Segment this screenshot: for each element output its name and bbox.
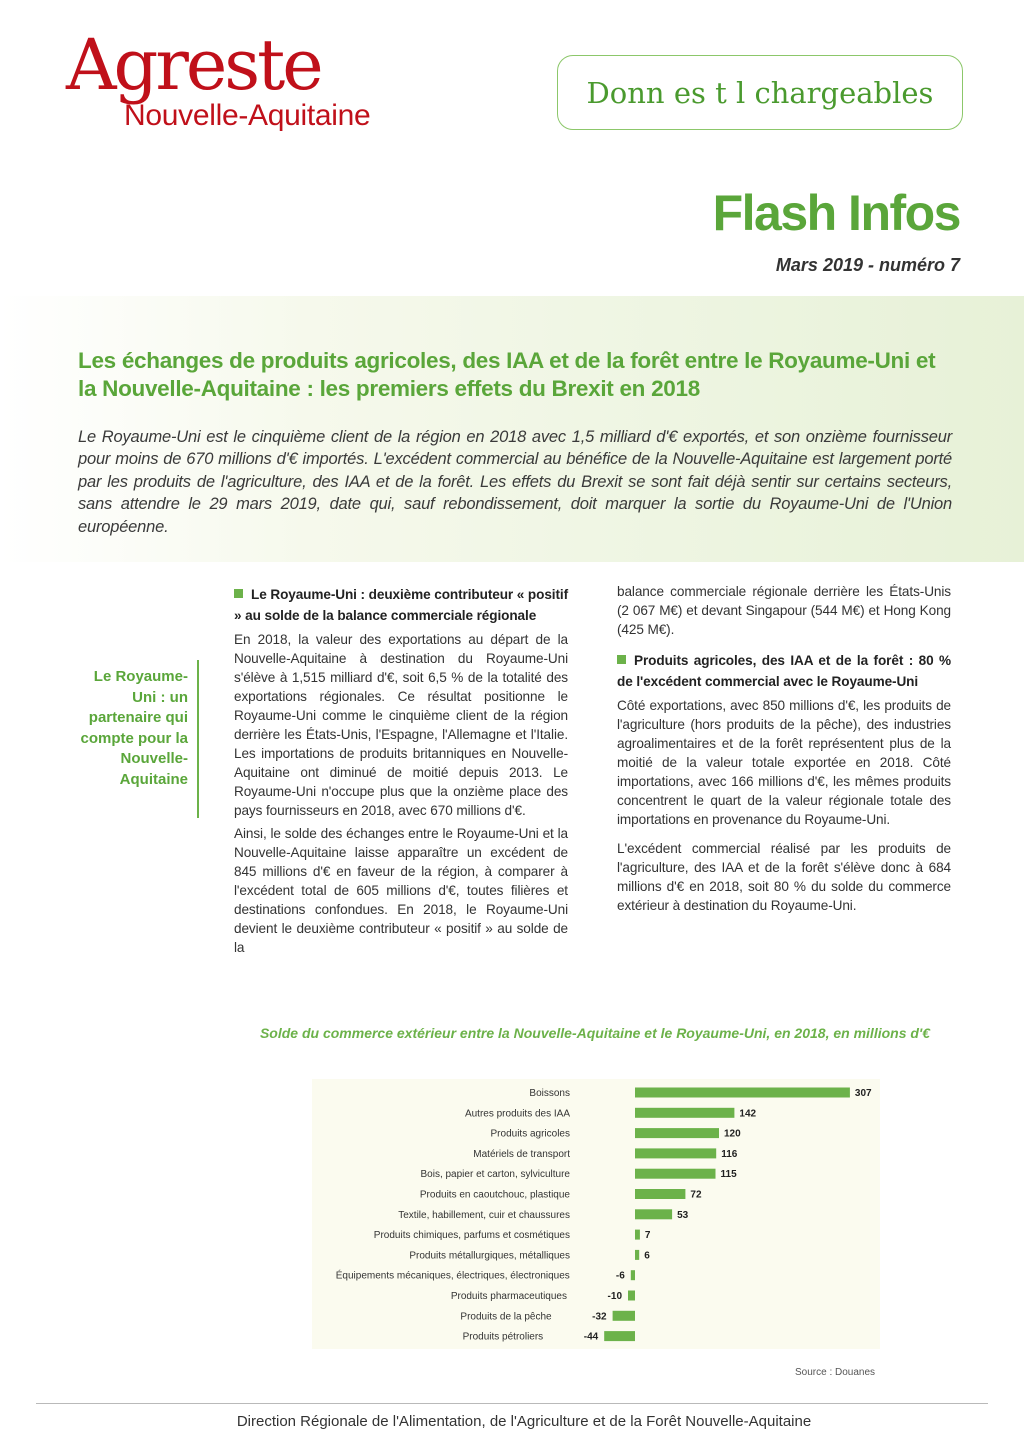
data-label: 72 — [690, 1189, 702, 1201]
article-headline: Les échanges de produits agricoles, des IAA et de la forêt entre le Royaume-Uni et la Nouvelle-Aquitaine : les premiers effets du Brexit en 2018 — [78, 348, 936, 401]
agreste-logo: Agreste — [66, 24, 321, 106]
bar — [635, 1128, 719, 1138]
data-label: 7 — [644, 1230, 651, 1242]
bar — [628, 1291, 635, 1301]
bar — [635, 1189, 685, 1199]
downloadable-data-button[interactable]: Donn es t l chargeables — [557, 55, 963, 130]
category-label: Bois, papier et carton, sylviculture — [420, 1169, 570, 1181]
data-label: 115 — [720, 1169, 737, 1181]
category-label: Produits chimiques, parfums et cosmétiques — [373, 1230, 570, 1242]
category-label: Produits agricoles — [490, 1128, 570, 1140]
category-label: Matériels de transport — [473, 1148, 570, 1160]
chart-title: Solde du commerce extérieur entre la Nouvelle-Aquitaine et le Royaume-Uni, en 2018, en millions d'€ — [259, 1025, 931, 1041]
data-label: -44 — [583, 1331, 599, 1343]
data-label: 6 — [644, 1250, 650, 1262]
data-label: 120 — [724, 1128, 741, 1140]
footer-text: Direction Régionale de l'Alimentation, de l'Agriculture et de la Forêt Nouvelle-Aquitaine — [236, 1413, 812, 1430]
sidebar-pullquote: Le Royaume-Uni : un partenaire qui compte pour la Nouvelle-Aquitaine — [80, 668, 188, 788]
paragraph: balance commerciale régionale derrière les États-Unis (2 067 M€) et devant Singapour (544 M€) et Hong Kong (425 M€). — [617, 584, 951, 637]
data-label: 116 — [721, 1148, 738, 1160]
footer-divider — [36, 1403, 988, 1404]
paragraph: Ainsi, le solde des échanges entre le Royaume-Uni et la Nouvelle-Aquitaine laisse apparaître un excédent de 845 millions d'€ en faveur de la région, à comparer à l'excédent total de 605 millions d'€, toutes filières et destinations confondues. En 2018, le Royaume-Uni devient le deuxième contributeur « positif » au solde de la — [234, 826, 568, 955]
bar — [635, 1088, 850, 1098]
issue-date: Mars 2019 - numéro 7 — [775, 255, 960, 275]
category-label: Textile, habillement, cuir et chaussures — [398, 1209, 570, 1221]
category-label: Autres produits des IAA — [464, 1108, 570, 1120]
paragraph: En 2018, la valeur des exportations au départ de la Nouvelle-Aquitaine à destination du Royaume-Uni s'élève à 1,515 milliard d'€, soit 6,5 % de la totalité des exportations régionales. Ce résultat positionne le Royaume-Uni comme le cinquième client de la région derrière les États-Unis, l'Espagne, l'Allemagne et l'Italie. Les importations de produits britanniques en Nouvelle-Aquitaine ont diminué de moitié depuis 2013. Le Royaume-Uni n'occupe plus que la onzième place des pays fournisseurs en 2018, avec 670 millions d'€. — [234, 632, 568, 818]
data-label: -6 — [615, 1270, 625, 1282]
bar — [635, 1169, 716, 1179]
category-label: Boissons — [529, 1088, 570, 1099]
bar — [635, 1230, 640, 1240]
paragraph: L'excédent commercial réalisé par les produits de l'agriculture, des IAA et de la forêt s'élève donc à 684 millions d'€ en 2018, soit 80 % du solde du commerce extérieur à destination du Royaume-Uni. — [617, 841, 951, 913]
bar — [604, 1331, 635, 1341]
bar — [635, 1148, 716, 1158]
series-title: Flash Infos — [712, 185, 960, 241]
category-label: Produits pharmaceutiques — [450, 1291, 567, 1302]
data-label: -32 — [592, 1311, 607, 1323]
data-label: 142 — [739, 1108, 757, 1120]
article-summary: Le Royaume-Uni est le cinquième client de la région en 2018 avec 1,5 milliard d'€ exportés, et son onzième fournisseur pour moins de 670 millions d'€ importés. L'excédent commercial au bénéfice de la Nouvelle-Aquitaine est largement porté par les produits de l'agriculture, des IAA et de la forêt. Les effets du Brexit se sont fait déjà sentir sur certains secteurs, sans attendre le 29 mars 2019, date qui, sauf rebondissement, doit marquer la sortie du Royaume-Uni de l'Union européenne. — [78, 428, 952, 536]
paragraph: Côté exportations, avec 850 millions d'€, les produits de l'agriculture (hors produits de la pêche), des industries agroalimentaires et de la forêt représentent plus de la moitié de la valeur totale exportée en 2018. Côté importations, avec 166 millions d'€, les mêmes produits concentrent le quart de la valeur régionale totale des importations en provenance du Royaume-Uni. — [617, 698, 951, 827]
logo-region-name: Nouvelle-Aquitaine — [124, 99, 371, 132]
category-label: Produits métallurgiques, métalliques — [409, 1250, 570, 1262]
category-label: Produits de la pêche — [460, 1311, 552, 1323]
chart-source: Source : Douanes — [795, 1367, 876, 1378]
section-heading: Le Royaume-Uni : deuxième contributeur « positif » au solde de la balance commerciale régionale — [234, 587, 568, 623]
data-label: -10 — [607, 1291, 622, 1302]
bar — [635, 1108, 734, 1118]
category-label: Produits pétroliers — [462, 1331, 544, 1343]
category-label: Équipements mécaniques, électriques, électroniques — [335, 1270, 570, 1282]
section-heading: Produits agricoles, des IAA et de la forêt : 80 % de l'excédent commercial avec le Royaume-Uni — [617, 653, 951, 689]
data-label: 307 — [854, 1088, 872, 1099]
data-label: 53 — [677, 1209, 689, 1221]
bar — [635, 1250, 639, 1260]
bar — [613, 1311, 635, 1321]
bar — [631, 1270, 635, 1280]
category-label: Produits en caoutchouc, plastique — [419, 1189, 570, 1201]
bar — [635, 1209, 672, 1219]
